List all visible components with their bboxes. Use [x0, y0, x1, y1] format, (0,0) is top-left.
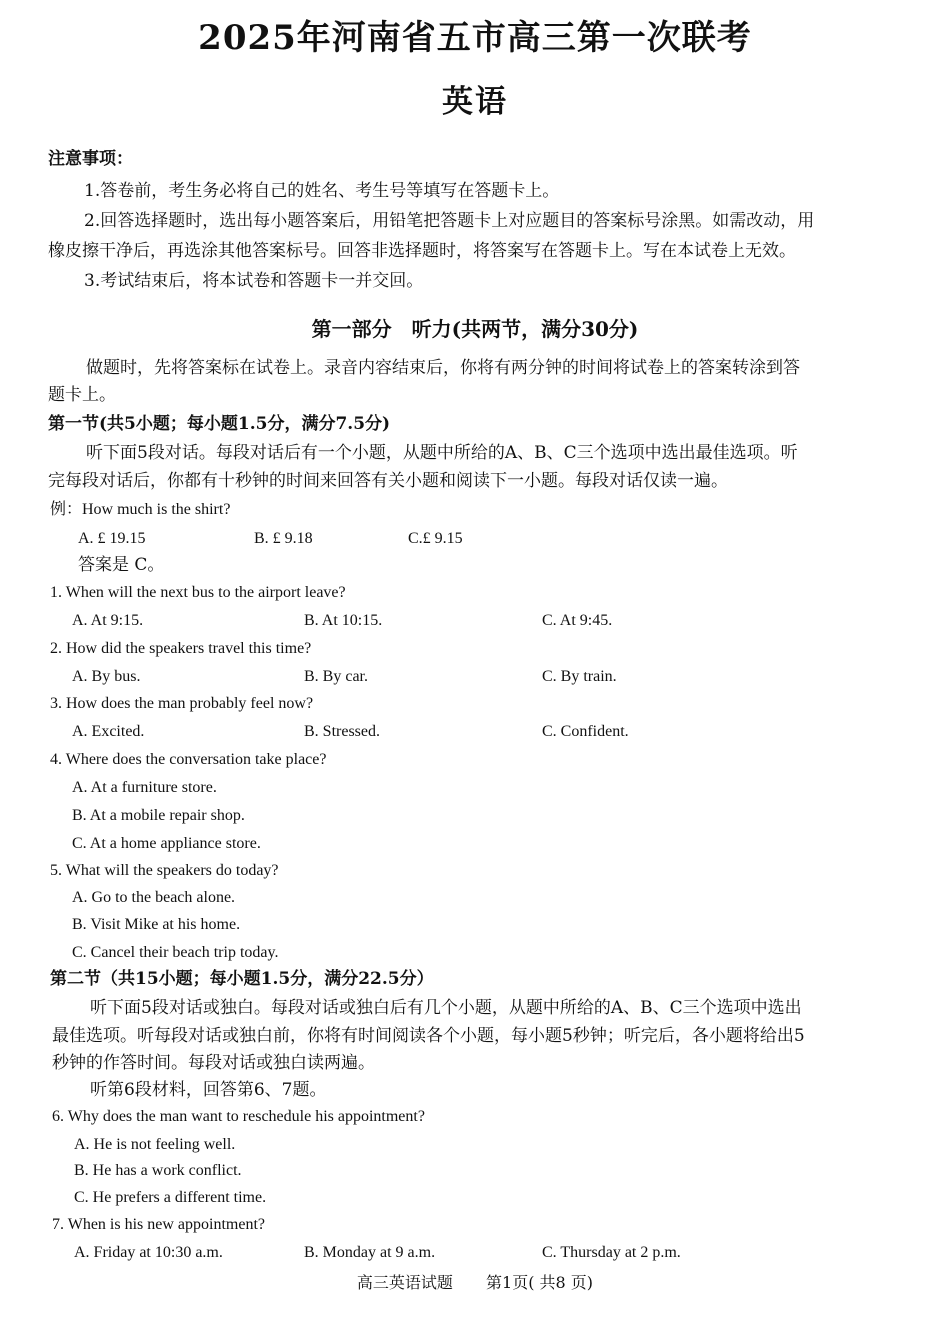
option-c: C. He prefers a different time. [74, 1189, 267, 1206]
question-4: 4. Where does the conversation take place? [50, 751, 327, 768]
question-3: 3. How does the man probably feel now? [50, 695, 314, 712]
option-c: C. Thursday at 2 p.m. [542, 1244, 681, 1261]
part1-heading: 第一部分 听力(共两节，满分30分) [311, 317, 639, 341]
option-c: C. At 9:45. [542, 612, 613, 629]
page-footer [0, 1270, 950, 1293]
option-a: A. At a furniture store. [72, 779, 217, 796]
section2-instructions: 听下面5段对话或独白。每段对话或独白后有几个小题，从题中所给的A、B、C三个选项中选出 [90, 998, 802, 1018]
option-b: B. He has a work conflict. [74, 1162, 242, 1179]
notice-item: 1.答卷前，考生务必将自己的姓名、考生号等填写在答题卡上。 [84, 181, 560, 201]
option-a: A. He is not feeling well. [74, 1136, 236, 1153]
option-b: B. Monday at 9 a.m. [304, 1244, 436, 1261]
option-a: A. Excited. [72, 723, 145, 740]
example-question: 例：How much is the shirt? [50, 501, 231, 518]
question-5: 5. What will the speakers do today? [50, 862, 279, 879]
example-option-a: A. £ 19.15 [78, 530, 146, 547]
footer-exam-name: 高三英语试题 [356, 1273, 453, 1292]
notice-item: 橡皮擦干净后，再选涂其他答案标号。回答非选择题时，将答案写在答题卡上。写在本试卷上无效。 [48, 241, 796, 261]
section1-instructions: 听下面5段对话。每段对话后有一个小题，从题中所给的A、B、C三个选项中选出最佳选项。听 [86, 443, 798, 463]
section2-heading: 第二节（共15小题；每小题1.5分，满分22.5分） [50, 969, 434, 989]
option-c: C. Confident. [542, 723, 629, 740]
option-b: B. At 10:15. [304, 612, 383, 629]
example-option-c: C.£ 9.15 [408, 530, 463, 547]
notice-item: 2.回答选择题时，选出每小题答案后，用铅笔把答题卡上对应题目的答案标号涂黑。如需改动，用 [84, 211, 815, 231]
exam-subject: 英语 [442, 84, 508, 120]
option-a: A. Go to the beach alone. [72, 889, 236, 906]
exam-title: 2025年河南省五市高三第一次联考 [198, 18, 752, 58]
material-note: 听第6段材料，回答第6、7题。 [90, 1080, 327, 1100]
option-b: B. At a mobile repair shop. [72, 807, 245, 824]
section2-instructions: 秒钟的作答时间。每段对话或独白读两遍。 [52, 1053, 375, 1073]
part1-intro: 做题时，先将答案标在试卷上。录音内容结束后，你将有两分钟的时间将试卷上的答案转涂到答 [86, 358, 800, 378]
question-7: 7. When is his new appointment? [52, 1216, 265, 1233]
question-6: 6. Why does the man want to reschedule his appointment? [52, 1108, 425, 1125]
option-b: B. Stressed. [304, 723, 380, 740]
notice-heading: 注意事项： [48, 149, 133, 169]
notice-item: 3.考试结束后，将本试卷和答题卡一并交回。 [84, 271, 424, 291]
option-a: A. Friday at 10:30 a.m. [74, 1244, 223, 1261]
option-c: C. At a home appliance store. [72, 835, 261, 852]
option-c: C. By train. [542, 668, 617, 685]
section1-instructions: 完每段对话后，你都有十秒钟的时间来回答有关小题和阅读下一小题。每段对话仅读一遍。 [48, 471, 728, 491]
example-answer: 答案是 C。 [78, 555, 165, 575]
option-c: C. Cancel their beach trip today. [72, 944, 279, 961]
question-2: 2. How did the speakers travel this time? [50, 640, 312, 657]
question-1: 1. When will the next bus to the airport leave? [50, 584, 346, 601]
part1-intro: 题卡上。 [48, 385, 116, 405]
example-option-b: B. £ 9.18 [254, 530, 313, 547]
option-b: B. By car. [304, 668, 368, 685]
footer-page-number: 第1页( 共8 页) [486, 1273, 594, 1292]
option-a: A. By bus. [72, 668, 141, 685]
option-a: A. At 9:15. [72, 612, 144, 629]
section1-heading: 第一节(共5小题；每小题1.5分，满分7.5分) [48, 414, 391, 434]
option-b: B. Visit Mike at his home. [72, 916, 241, 933]
section2-instructions: 最佳选项。听每段对话或独白前，你将有时间阅读各个小题，每小题5秒钟；听完后，各小题将给出5 [52, 1026, 805, 1046]
